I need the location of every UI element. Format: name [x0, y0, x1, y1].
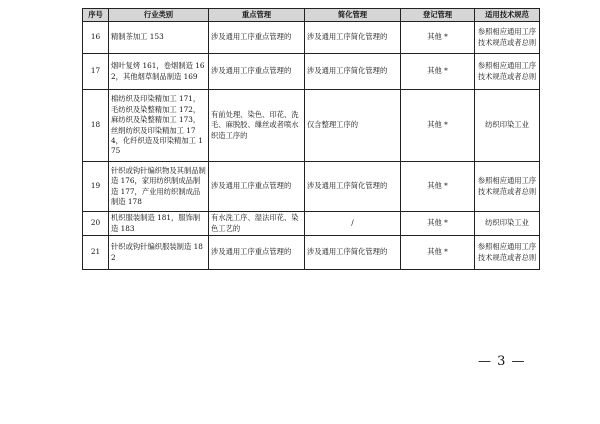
table-row — [83, 22, 540, 54]
row-registration-management: 其他 * — [401, 236, 475, 270]
header-industry: 行业类别 — [109, 9, 209, 22]
permit-classification-table — [82, 8, 540, 270]
header-simplified-management: 简化管理 — [305, 9, 401, 22]
row-registration-management: 其他 * — [401, 54, 475, 90]
header-registration-management: 登记管理 — [401, 9, 475, 22]
row-industry: 针织或钩针编织物及其制品制造 176，家用纺织制成品制造 177，产业用纺织制成品制造 178 — [109, 162, 209, 212]
row-simplified-management: 涉及通用工序简化管理的 — [305, 236, 401, 270]
page-number: — 3 — — [478, 354, 526, 369]
header-seq: 序号 — [83, 9, 109, 22]
row-technical-spec: 参照相应通用工序技术规范或者总则 — [475, 236, 540, 270]
row-registration-management: 其他 * — [401, 22, 475, 54]
row-key-management: 涉及通用工序重点管理的 — [209, 162, 305, 212]
row-technical-spec: 参照相应通用工序技术规范或者总则 — [475, 22, 540, 54]
row-seq: 19 — [83, 162, 109, 212]
table-row — [83, 236, 540, 270]
header-technical-spec: 适用技术规范 — [475, 9, 540, 22]
table-row — [83, 212, 540, 236]
row-seq: 20 — [83, 212, 109, 236]
row-technical-spec: 参照相应通用工序技术规范或者总则 — [475, 54, 540, 90]
row-key-management: 涉及通用工序重点管理的 — [209, 236, 305, 270]
table-row — [83, 54, 540, 90]
table-header-row — [83, 9, 540, 22]
row-simplified-management: 涉及通用工序简化管理的 — [305, 54, 401, 90]
row-key-management: 有前处理、染色、印花、洗毛、麻脱胶、缫丝或者喷水织造工序的 — [209, 90, 305, 162]
row-seq: 21 — [83, 236, 109, 270]
row-seq: 16 — [83, 22, 109, 54]
row-seq: 17 — [83, 54, 109, 90]
row-key-management: 有水洗工序、湿法印花、染色工艺的 — [209, 212, 305, 236]
table-row — [83, 90, 540, 162]
table-row — [83, 162, 540, 212]
row-industry: 针织或钩针编织服装制造 182 — [109, 236, 209, 270]
row-industry: 精制茶加工 153 — [109, 22, 209, 54]
row-industry: 棉纺织及印染精加工 171，毛纺织及染整精加工 172，麻纺织及染整精加工 173，丝绢纺织及印染精加工 174，化纤织造及印染精加工 175 — [109, 90, 209, 162]
row-simplified-management: 涉及通用工序简化管理的 — [305, 22, 401, 54]
row-key-management: 涉及通用工序重点管理的 — [209, 54, 305, 90]
row-simplified-management: 仅含整理工序的 — [305, 90, 401, 162]
row-registration-management: 其他 * — [401, 212, 475, 236]
row-seq: 18 — [83, 90, 109, 162]
row-simplified-management: / — [305, 212, 401, 236]
row-industry: 机织服装制造 181，服饰制造 183 — [109, 212, 209, 236]
header-key-management: 重点管理 — [209, 9, 305, 22]
row-technical-spec: 纺织印染工业 — [475, 90, 540, 162]
row-key-management: 涉及通用工序重点管理的 — [209, 22, 305, 54]
row-industry: 烟叶复烤 161，卷烟制造 162，其他烟草制品制造 169 — [109, 54, 209, 90]
row-registration-management: 其他 * — [401, 162, 475, 212]
row-simplified-management: 涉及通用工序简化管理的 — [305, 162, 401, 212]
row-registration-management: 其他 * — [401, 90, 475, 162]
row-technical-spec: 参照相应通用工序技术规范或者总则 — [475, 162, 540, 212]
row-technical-spec: 纺织印染工业 — [475, 212, 540, 236]
